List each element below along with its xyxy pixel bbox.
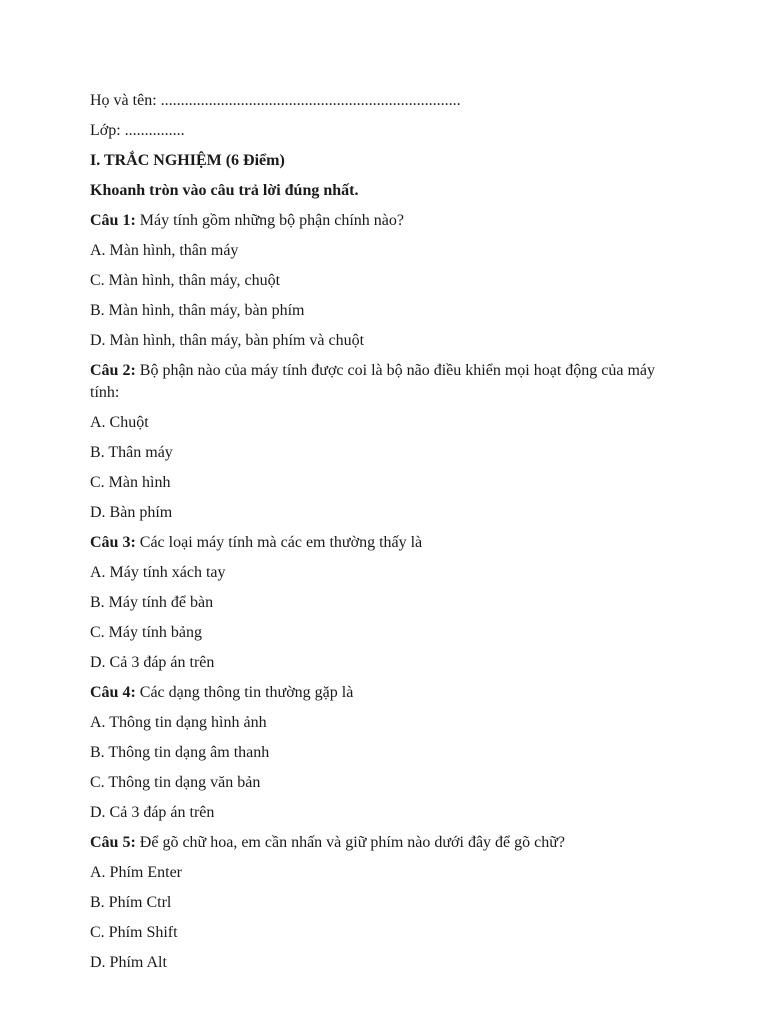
question-label: Câu 1:	[90, 212, 136, 229]
answer-option: D. Bàn phím	[90, 504, 173, 521]
answer-option: D. Màn hình, thân máy, bàn phím và chuột	[90, 332, 365, 349]
question-text: Để gõ chữ hoa, em cần nhấn và giữ phím nào dưới đây để gõ chữ?	[135, 834, 566, 851]
question-label: Câu 2:	[90, 362, 136, 379]
answer-option: D. Cả 3 đáp án trên	[90, 654, 215, 671]
question-5	[90, 832, 678, 854]
question-label: Câu 4:	[90, 684, 136, 701]
answer-option: A. Máy tính xách tay	[90, 564, 226, 581]
answer-option: D. Cả 3 đáp án trên	[90, 804, 215, 821]
answer-option: B. Màn hình, thân máy, bàn phím	[90, 302, 305, 319]
answer-option: C. Máy tính bảng	[90, 624, 202, 641]
question-label: Câu 3:	[90, 534, 136, 551]
answer-option: C. Thông tin dạng văn bản	[90, 774, 261, 791]
question-2	[90, 360, 678, 404]
student-name-line: Họ và tên: ...........................................................................	[90, 92, 461, 109]
answer-option: A. Thông tin dạng hình ảnh	[90, 714, 267, 731]
student-class-line: Lớp: ...............	[90, 122, 185, 139]
section-instruction: Khoanh tròn vào câu trả lời đúng nhất.	[90, 182, 359, 199]
question-text: Máy tính gồm những bộ phận chính nào?	[135, 212, 404, 229]
question-4	[90, 682, 678, 704]
answer-option: B. Máy tính để bàn	[90, 594, 214, 611]
question-text: Các dạng thông tin thường gặp là	[135, 684, 354, 701]
question-3	[90, 532, 678, 554]
answer-option: B. Phím Ctrl	[90, 894, 172, 911]
answer-option: A. Màn hình, thân máy	[90, 242, 239, 259]
answer-option: C. Màn hình	[90, 474, 171, 491]
section-title: I. TRẮC NGHIỆM (6 Điểm)	[90, 152, 285, 169]
question-label: Câu 5:	[90, 834, 136, 851]
answer-option: B. Thân máy	[90, 444, 173, 461]
answer-option: C. Phím Shift	[90, 924, 178, 941]
question-text: Các loại máy tính mà các em thường thấy là	[135, 534, 423, 551]
answer-option: C. Màn hình, thân máy, chuột	[90, 272, 281, 289]
answer-option: B. Thông tin dạng âm thanh	[90, 744, 270, 761]
answer-option: A. Chuột	[90, 414, 149, 431]
question-text: Bộ phận nào của máy tính được coi là bộ não điều khiển mọi hoạt động của máy tính:	[90, 362, 656, 401]
question-1	[90, 210, 678, 232]
answer-option: A. Phím Enter	[90, 864, 182, 881]
answer-option: D. Phím Alt	[90, 954, 167, 971]
